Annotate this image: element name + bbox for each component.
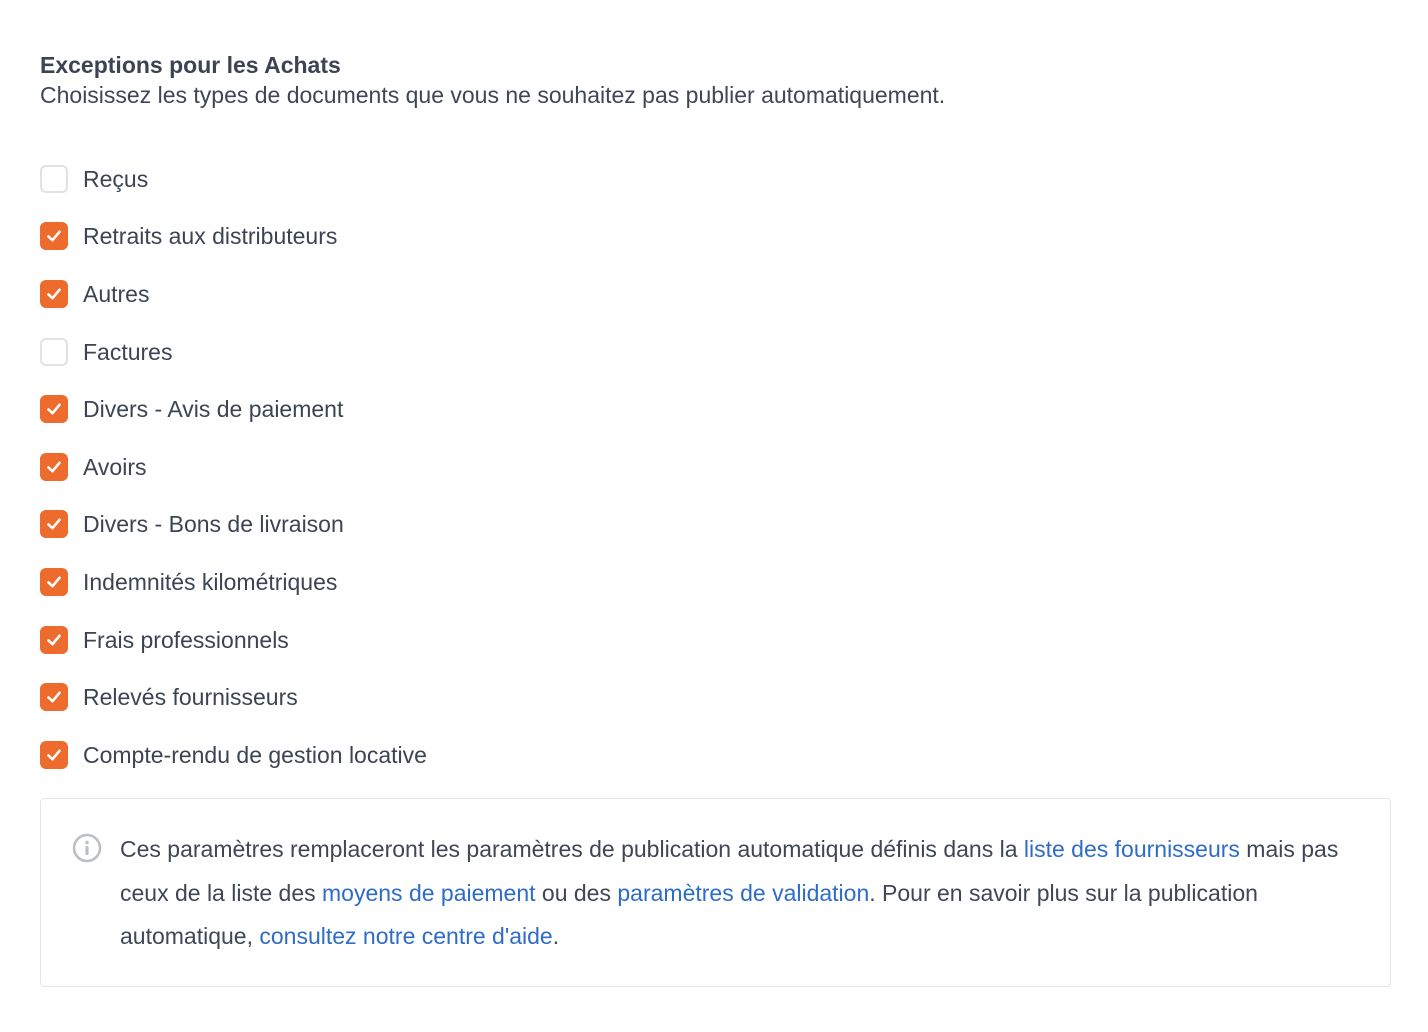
checkmark-icon bbox=[45, 631, 63, 649]
checkbox[interactable] bbox=[40, 395, 68, 423]
option-label: Factures bbox=[83, 338, 173, 365]
info-text-part: ou des bbox=[535, 879, 618, 906]
option-label: Indemnités kilométriques bbox=[83, 568, 338, 595]
checkbox[interactable] bbox=[40, 222, 68, 250]
payment-methods-link[interactable]: moyens de paiement bbox=[322, 879, 536, 906]
checkbox[interactable] bbox=[40, 453, 68, 481]
info-text-part: mais pas ceux de la liste des bbox=[120, 836, 1339, 906]
option-autres[interactable] bbox=[40, 265, 427, 323]
checkmark-icon bbox=[45, 227, 63, 245]
option-label: Relevés fournisseurs bbox=[83, 684, 298, 711]
checkmark-icon bbox=[45, 515, 63, 533]
checkbox[interactable] bbox=[40, 568, 68, 596]
checkmark-icon bbox=[45, 400, 63, 418]
option-label: Divers - Bons de livraison bbox=[83, 511, 344, 538]
option-label: Compte-rendu de gestion locative bbox=[83, 741, 427, 768]
checkbox[interactable] bbox=[40, 280, 68, 308]
checkmark-icon bbox=[45, 688, 63, 706]
section-subtitle: Choisissez les types de documents que vous ne souhaitez pas publier automatiquement. bbox=[40, 82, 946, 108]
option-factures[interactable] bbox=[40, 323, 427, 381]
checkmark-icon bbox=[45, 746, 63, 764]
option-gestion-locative[interactable] bbox=[40, 726, 427, 784]
option-releves-fournisseurs[interactable] bbox=[40, 668, 427, 726]
info-callout bbox=[40, 798, 1391, 987]
document-type-list bbox=[40, 150, 427, 784]
option-frais-professionnels[interactable] bbox=[40, 611, 427, 669]
option-label: Frais professionnels bbox=[83, 626, 289, 653]
option-bons-livraison[interactable] bbox=[40, 496, 427, 554]
option-label: Reçus bbox=[83, 165, 149, 192]
checkbox[interactable] bbox=[40, 741, 68, 769]
purchase-exceptions-section bbox=[40, 50, 1391, 949]
option-retraits-distributeurs[interactable] bbox=[40, 208, 427, 266]
option-label: Divers - Avis de paiement bbox=[83, 396, 344, 423]
option-avis-paiement[interactable] bbox=[40, 380, 427, 438]
option-label: Avoirs bbox=[83, 453, 147, 480]
checkbox[interactable] bbox=[40, 683, 68, 711]
info-icon bbox=[72, 833, 102, 863]
info-text-part: Ces paramètres remplaceront les paramètres de publication automatique définis dans la bbox=[120, 836, 1024, 862]
checkbox[interactable] bbox=[40, 626, 68, 654]
info-text-part: . Pour en savoir plus sur la publication automatique, bbox=[120, 879, 1258, 949]
suppliers-list-link[interactable]: liste des fournisseurs bbox=[1023, 836, 1240, 862]
option-label: Retraits aux distributeurs bbox=[83, 223, 338, 250]
validation-settings-link[interactable]: paramètres de validation bbox=[617, 879, 870, 906]
help-center-link[interactable]: consultez notre centre d'aide bbox=[259, 923, 553, 949]
checkbox[interactable] bbox=[40, 165, 68, 193]
checkbox[interactable] bbox=[40, 338, 68, 366]
option-label: Autres bbox=[83, 280, 150, 307]
checkbox[interactable] bbox=[40, 510, 68, 538]
checkmark-icon bbox=[45, 573, 63, 591]
option-indemnites-kilometriques[interactable] bbox=[40, 553, 427, 611]
option-recus[interactable] bbox=[40, 150, 427, 208]
section-title: Exceptions pour les Achats bbox=[40, 52, 341, 78]
info-text bbox=[120, 828, 1340, 959]
checkmark-icon bbox=[45, 285, 63, 303]
option-avoirs[interactable] bbox=[40, 438, 427, 496]
checkmark-icon bbox=[45, 458, 63, 476]
info-text-part: . bbox=[552, 923, 560, 949]
